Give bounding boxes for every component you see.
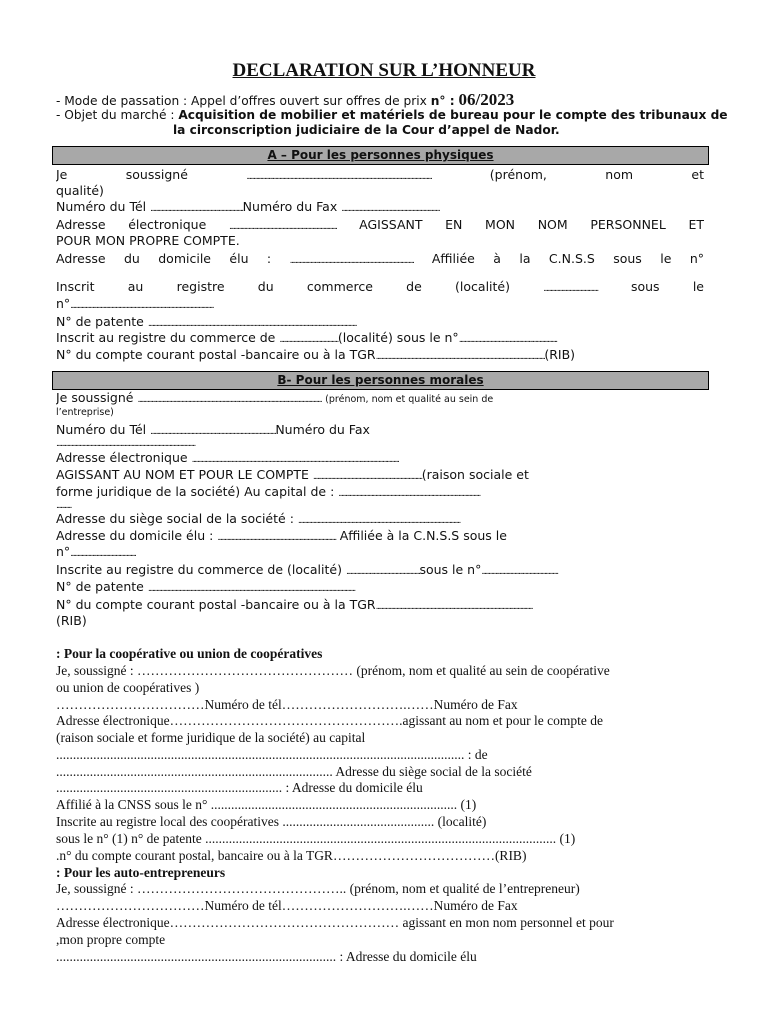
- coop-line: .n° du compte courant postal, bancaire ou à la TGR………………………………(RIB): [56, 848, 527, 863]
- objet-text-1: Acquisition de mobilier et matériels de bureau pour le compte des tribunaux de: [178, 108, 728, 122]
- mode-no-label: n° :: [430, 94, 455, 108]
- coop-line: ................................................................... : Adresse du domicile élu: [56, 780, 423, 795]
- b-line: Adresse du domicile élu : ....................................................................................... Affiliée à la C.N.S.S sous le: [56, 528, 507, 543]
- b-line: ......................................................................................................: [56, 439, 195, 449]
- coop-line: ou union de coopératives ): [56, 680, 200, 695]
- a-line: POUR MON PROPRE COMPTE.: [56, 233, 240, 248]
- coop-line: Adresse électronique…………………………………………….agissant au nom et pour le compte de: [56, 713, 604, 728]
- b-line: ...........: [56, 501, 71, 511]
- b-line: forme juridique de la société) Au capital de : ........................................................................................................: [56, 484, 480, 499]
- a-line: qualité): [56, 183, 104, 198]
- coop-line: Affilié à la CNSS sous le n° ......................................................................... (1): [56, 797, 477, 812]
- b-line: Numéro du Tél ............................................................................................Numéro du Fax: [56, 422, 370, 437]
- coop-line: Je, soussigné : ………………………………………… (prénom, nom et qualité au sein de coopérative: [56, 663, 610, 678]
- b-line: l’entreprise): [56, 407, 114, 418]
- objet-label: - Objet du marché :: [56, 108, 175, 122]
- coop-line: (raison sociale et forme juridique de la société) au capital: [56, 730, 366, 745]
- a-line: Inscrit au registre du commerce de ...........................................(localité) sous le n°........................................................................: [56, 330, 557, 345]
- auto-line: ,mon propre compte: [56, 932, 166, 947]
- coop-line: .................................................................................. Adresse du siège social de la société: [56, 764, 532, 779]
- objet-marche: [56, 108, 728, 122]
- a-line: n°.........................................................................................................: [56, 296, 214, 311]
- a-line: Adresse électronique ............................................................................... AGISSANT EN MON NOM PERSONNEL ET: [56, 217, 704, 232]
- mode-passation: [56, 90, 514, 110]
- coop-line: Inscrite au registre local des coopératives ............................................. (localité): [56, 814, 487, 829]
- objet-marche-cont: [173, 123, 560, 137]
- auto-line: Je, soussigné : ……………………………………….. (prénom, nom et qualité de l’entrepreneur): [56, 881, 580, 896]
- cooperative-title: : Pour la coopérative ou union de coopératives: [56, 646, 323, 661]
- a-line: Adresse du domicile élu : ........................................................................................... Affiliée à la C.N.S.S sous le n°: [56, 251, 704, 266]
- a-line: Je soussigné ........................................................................................................................................ (prénom, nom et: [56, 167, 704, 182]
- b-line: Adresse du siège social de la société : .......................................................................................................................: [56, 511, 460, 526]
- mode-label: - Mode de passation : Appel d’offres ouvert sur offres de prix: [56, 94, 427, 108]
- page-title: DECLARATION SUR L’HONNEUR: [232, 60, 536, 81]
- section-a-title: A – Pour les personnes physiques: [52, 146, 709, 165]
- coop-line: ......................................................................................................................... : de: [56, 747, 488, 762]
- objet-text-2: la circonscription judiciaire de la Cour d’appel de Nador.: [173, 123, 560, 137]
- section-b-title: B- Pour les personnes morales: [52, 371, 709, 390]
- coop-line: sous le n° (1) n° de patente ........................................................................................................ (1): [56, 831, 576, 846]
- b-line: N° du compte courant postal -bancaire ou à la TGR...................................................................................................................: [56, 597, 533, 612]
- auto-line: Adresse électronique…………………………………………… agissant en mon nom personnel et pour: [56, 915, 614, 930]
- b-line: N° de patente ........................................................................................................................................................: [56, 579, 355, 594]
- b-line: (RIB): [56, 613, 87, 628]
- coop-line: ……………………………Numéro de tél……………………….……Numéro de Fax: [56, 697, 518, 712]
- b-line: n°................................................: [56, 544, 136, 559]
- auto-title: : Pour les auto-entrepreneurs: [56, 865, 226, 880]
- auto-line: ……………………………Numéro de tél……………………….……Numéro de Fax: [56, 898, 518, 913]
- a-line: N° du compte courant postal -bancaire ou à la TGR............................................................................................................................(RIB): [56, 347, 576, 362]
- a-line: Numéro du Tél ....................................................................Numéro du Fax ........................................................................: [56, 199, 440, 214]
- b-line: AGISSANT AU NOM ET POUR LE COMPTE ................................................................................(raison sociale et: [56, 467, 529, 482]
- b-line: Je soussigné ....................................................................................................................................... (prénom, nom et qualité au sein de: [56, 390, 494, 405]
- a-line: N° de patente .........................................................................................................................................................: [56, 314, 357, 329]
- a-line: Inscrit au registre du commerce de (localité) ........................................ sous le: [56, 279, 704, 294]
- b-line: Adresse électronique ........................................................................................................................................................: [56, 450, 399, 465]
- mode-number: 06/2023: [458, 90, 515, 109]
- auto-line: ................................................................................... : Adresse du domicile élu: [56, 949, 477, 964]
- b-line: Inscrite au registre du commerce de (localité) ......................................................sous le n°........................................................: [56, 562, 558, 577]
